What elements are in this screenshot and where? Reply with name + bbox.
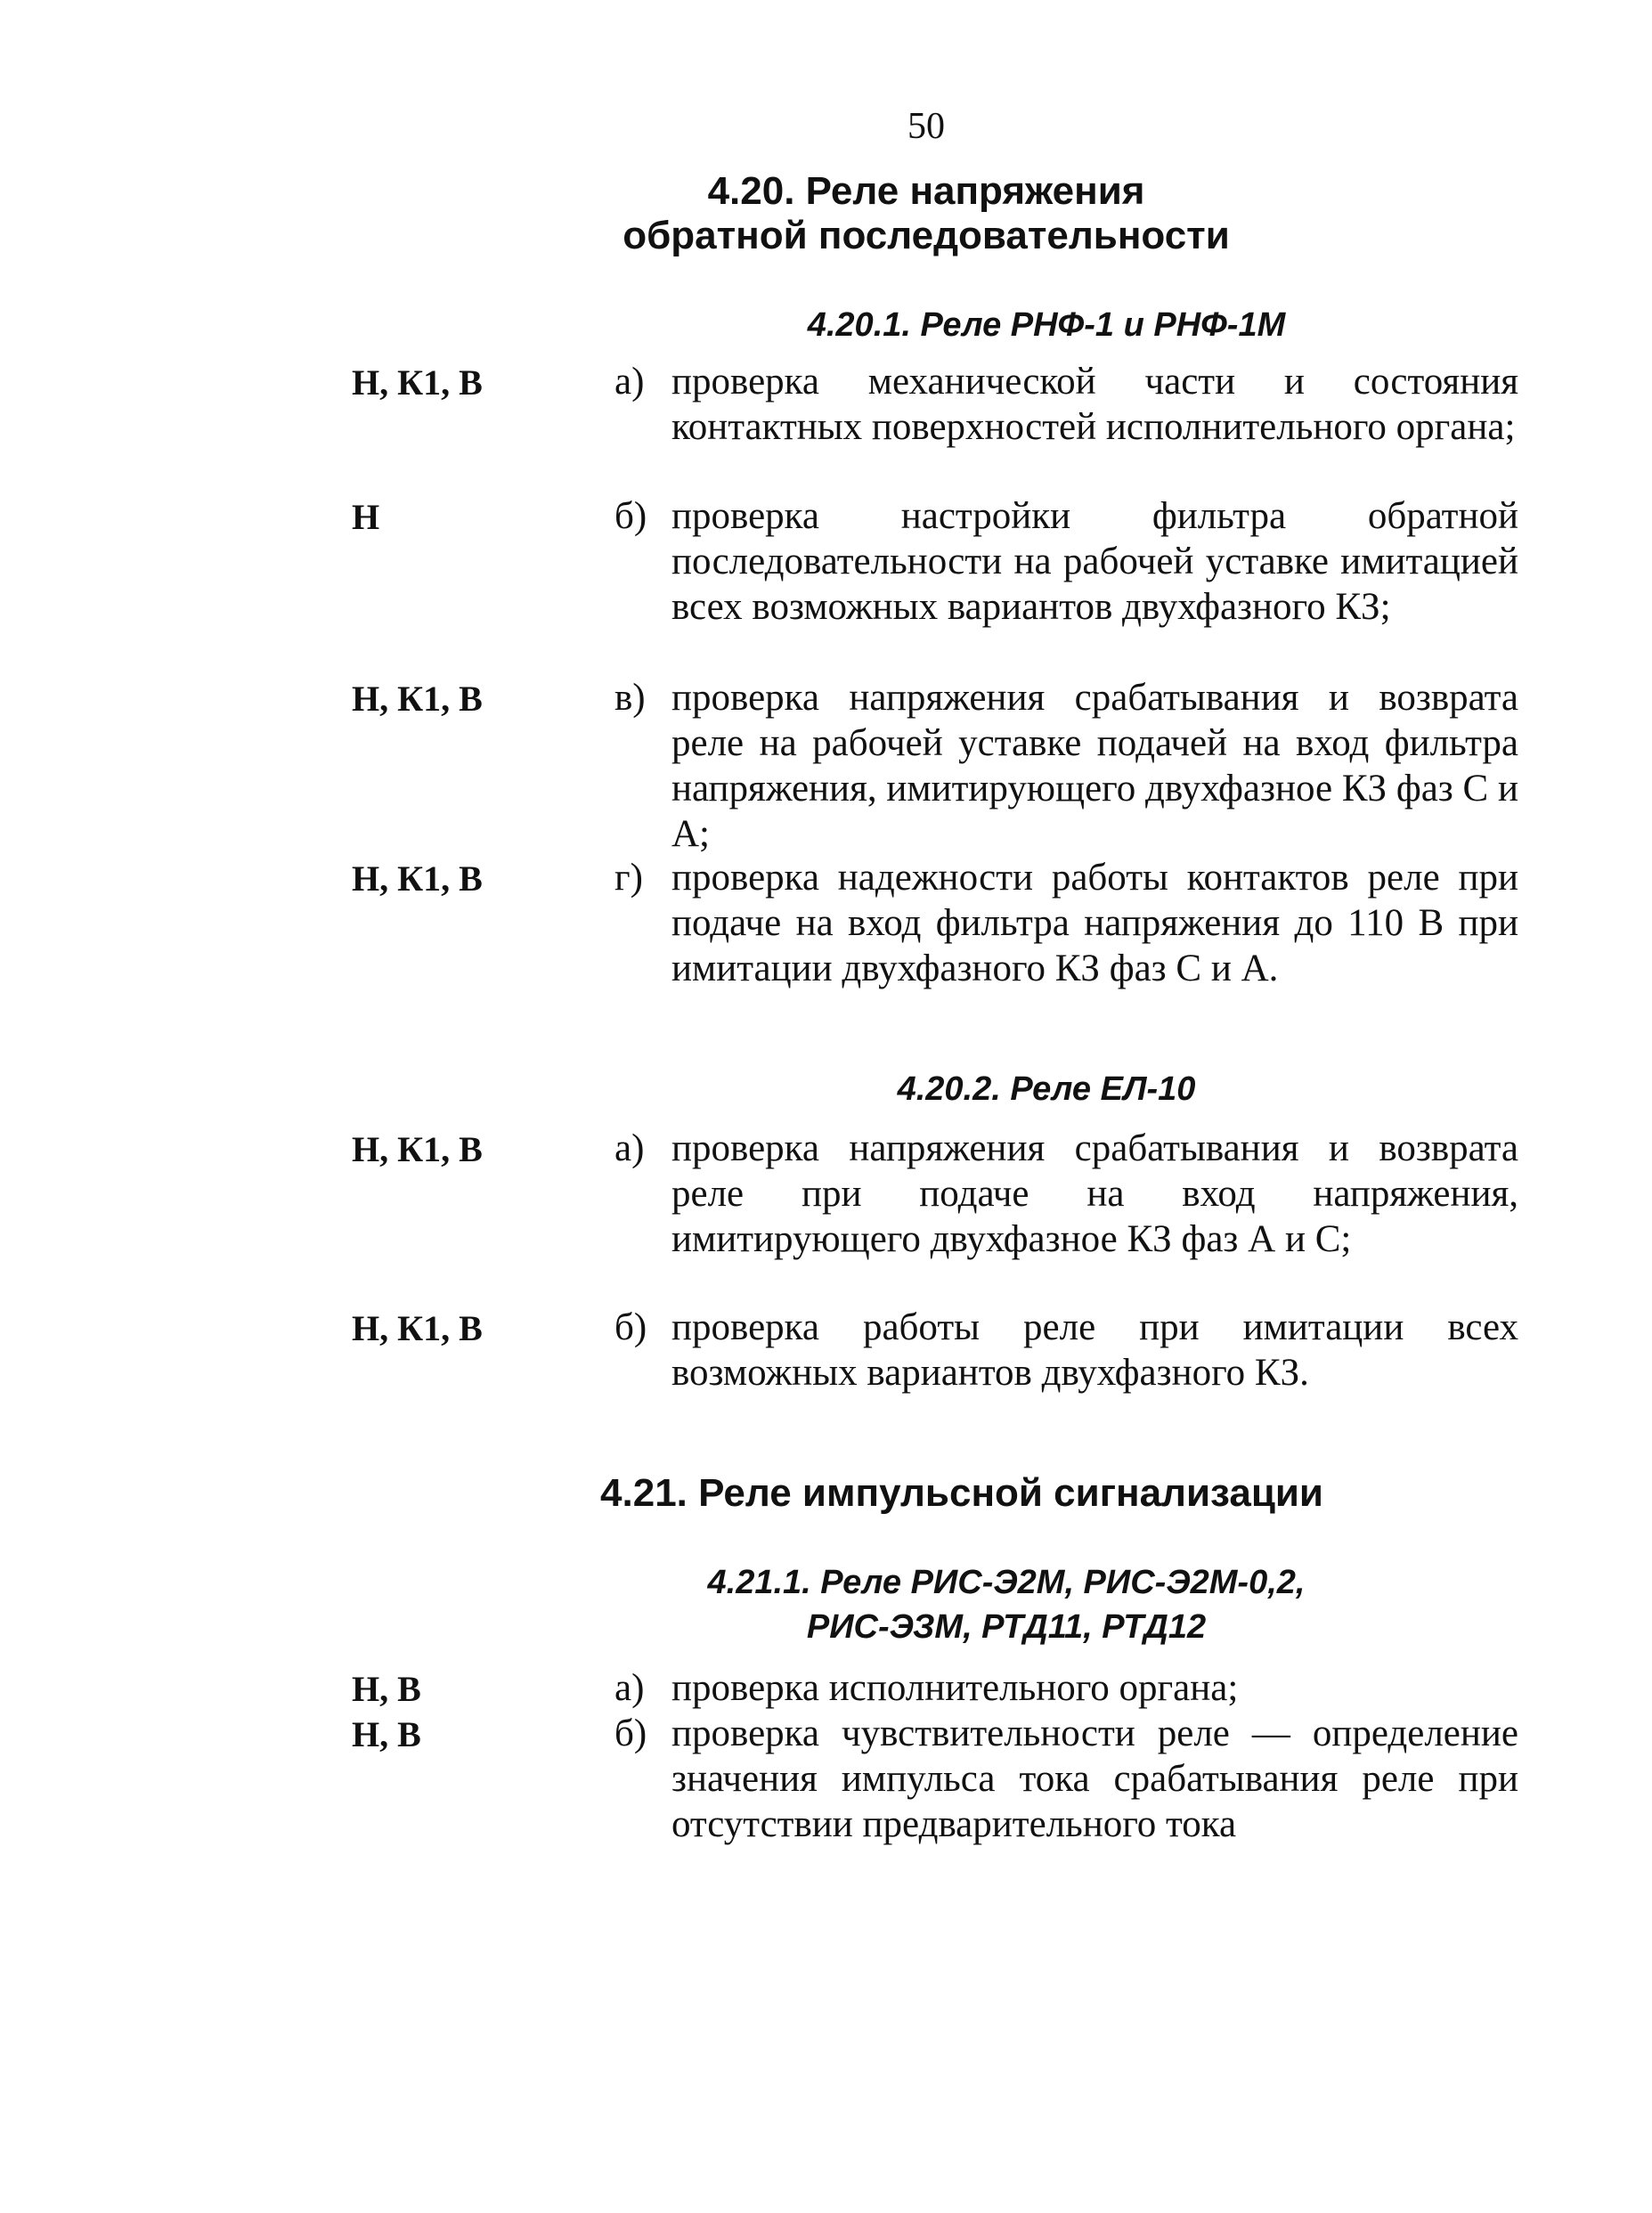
list-item [614,493,1518,630]
item-text: проверка настройки фильтра обратной последовательности на рабочей уставке имитацией всех возможных вариантов двухфазного КЗ; [671,495,1518,628]
item-codes: Н [352,497,380,537]
subsection-heading: 4.20.2. Реле ЕЛ-10 [897,1070,1196,1108]
section-title: 4.21. Реле импульсной сигнализации [600,1471,1323,1515]
subsection-heading: 4.20.1. Реле РНФ-1 и РНФ-1М [807,306,1286,344]
item-letter: б) [614,495,647,537]
section-title-line1: 4.20. Реле напряжения [707,169,1145,213]
item-codes: Н, К1, В [352,362,483,403]
item-codes: Н, К1, В [352,679,483,719]
subsection-heading-line1: 4.21.1. Реле РИС-Э2М, РИС-Э2М-0,2, [707,1564,1306,1601]
item-text: проверка механической части и состояния контактных поверхностей исполнительного органа; [671,361,1518,448]
item-text: проверка напряжения срабатывания и возврата реле при подаче на вход напряжения, имитирующего двухфазное КЗ фаз А и С; [671,1127,1518,1260]
item-text: проверка исполнительного органа; [671,1667,1239,1709]
item-text: проверка напряжения срабатывания и возврата реле на рабочей уставке подачей на вход фильтра напряжения, имитирующего двухфазное КЗ фаз С и А; [671,677,1518,855]
item-codes: Н, В [352,1669,421,1709]
item-codes: Н, В [352,1714,421,1754]
item-letter: а) [614,1127,645,1169]
item-codes: Н, К1, В [352,858,483,899]
item-letter: в) [614,677,646,719]
list-item [614,1126,1518,1262]
item-text: проверка надежности работы контактов реле при подаче на вход фильтра напряжения до 110 В при имитации двухфазного КЗ фаз С и А. [671,857,1518,989]
item-letter: а) [614,361,645,403]
list-item [614,855,1518,991]
list-item [614,1665,1518,1711]
item-codes: Н, К1, В [352,1129,483,1169]
section-title-line2: обратной последовательности [623,214,1230,257]
list-item [614,359,1518,450]
item-letter: б) [614,1306,647,1348]
list-item [614,1711,1518,1847]
page-number: 50 [907,106,945,147]
item-text: проверка чувствительности реле — определение значения импульса тока срабатывания реле при отсутствии предварительного тока [671,1713,1518,1845]
item-codes: Н, К1, В [352,1308,483,1348]
list-item [614,675,1518,857]
item-text: проверка работы реле при имитации всех возможных вариантов двухфазного КЗ. [671,1306,1518,1394]
item-letter: б) [614,1713,647,1754]
item-letter: г) [614,857,643,899]
list-item [614,1305,1518,1395]
subsection-heading-line2: РИС-ЭЗМ, РТД11, РТД12 [806,1608,1207,1646]
item-letter: а) [614,1667,645,1709]
